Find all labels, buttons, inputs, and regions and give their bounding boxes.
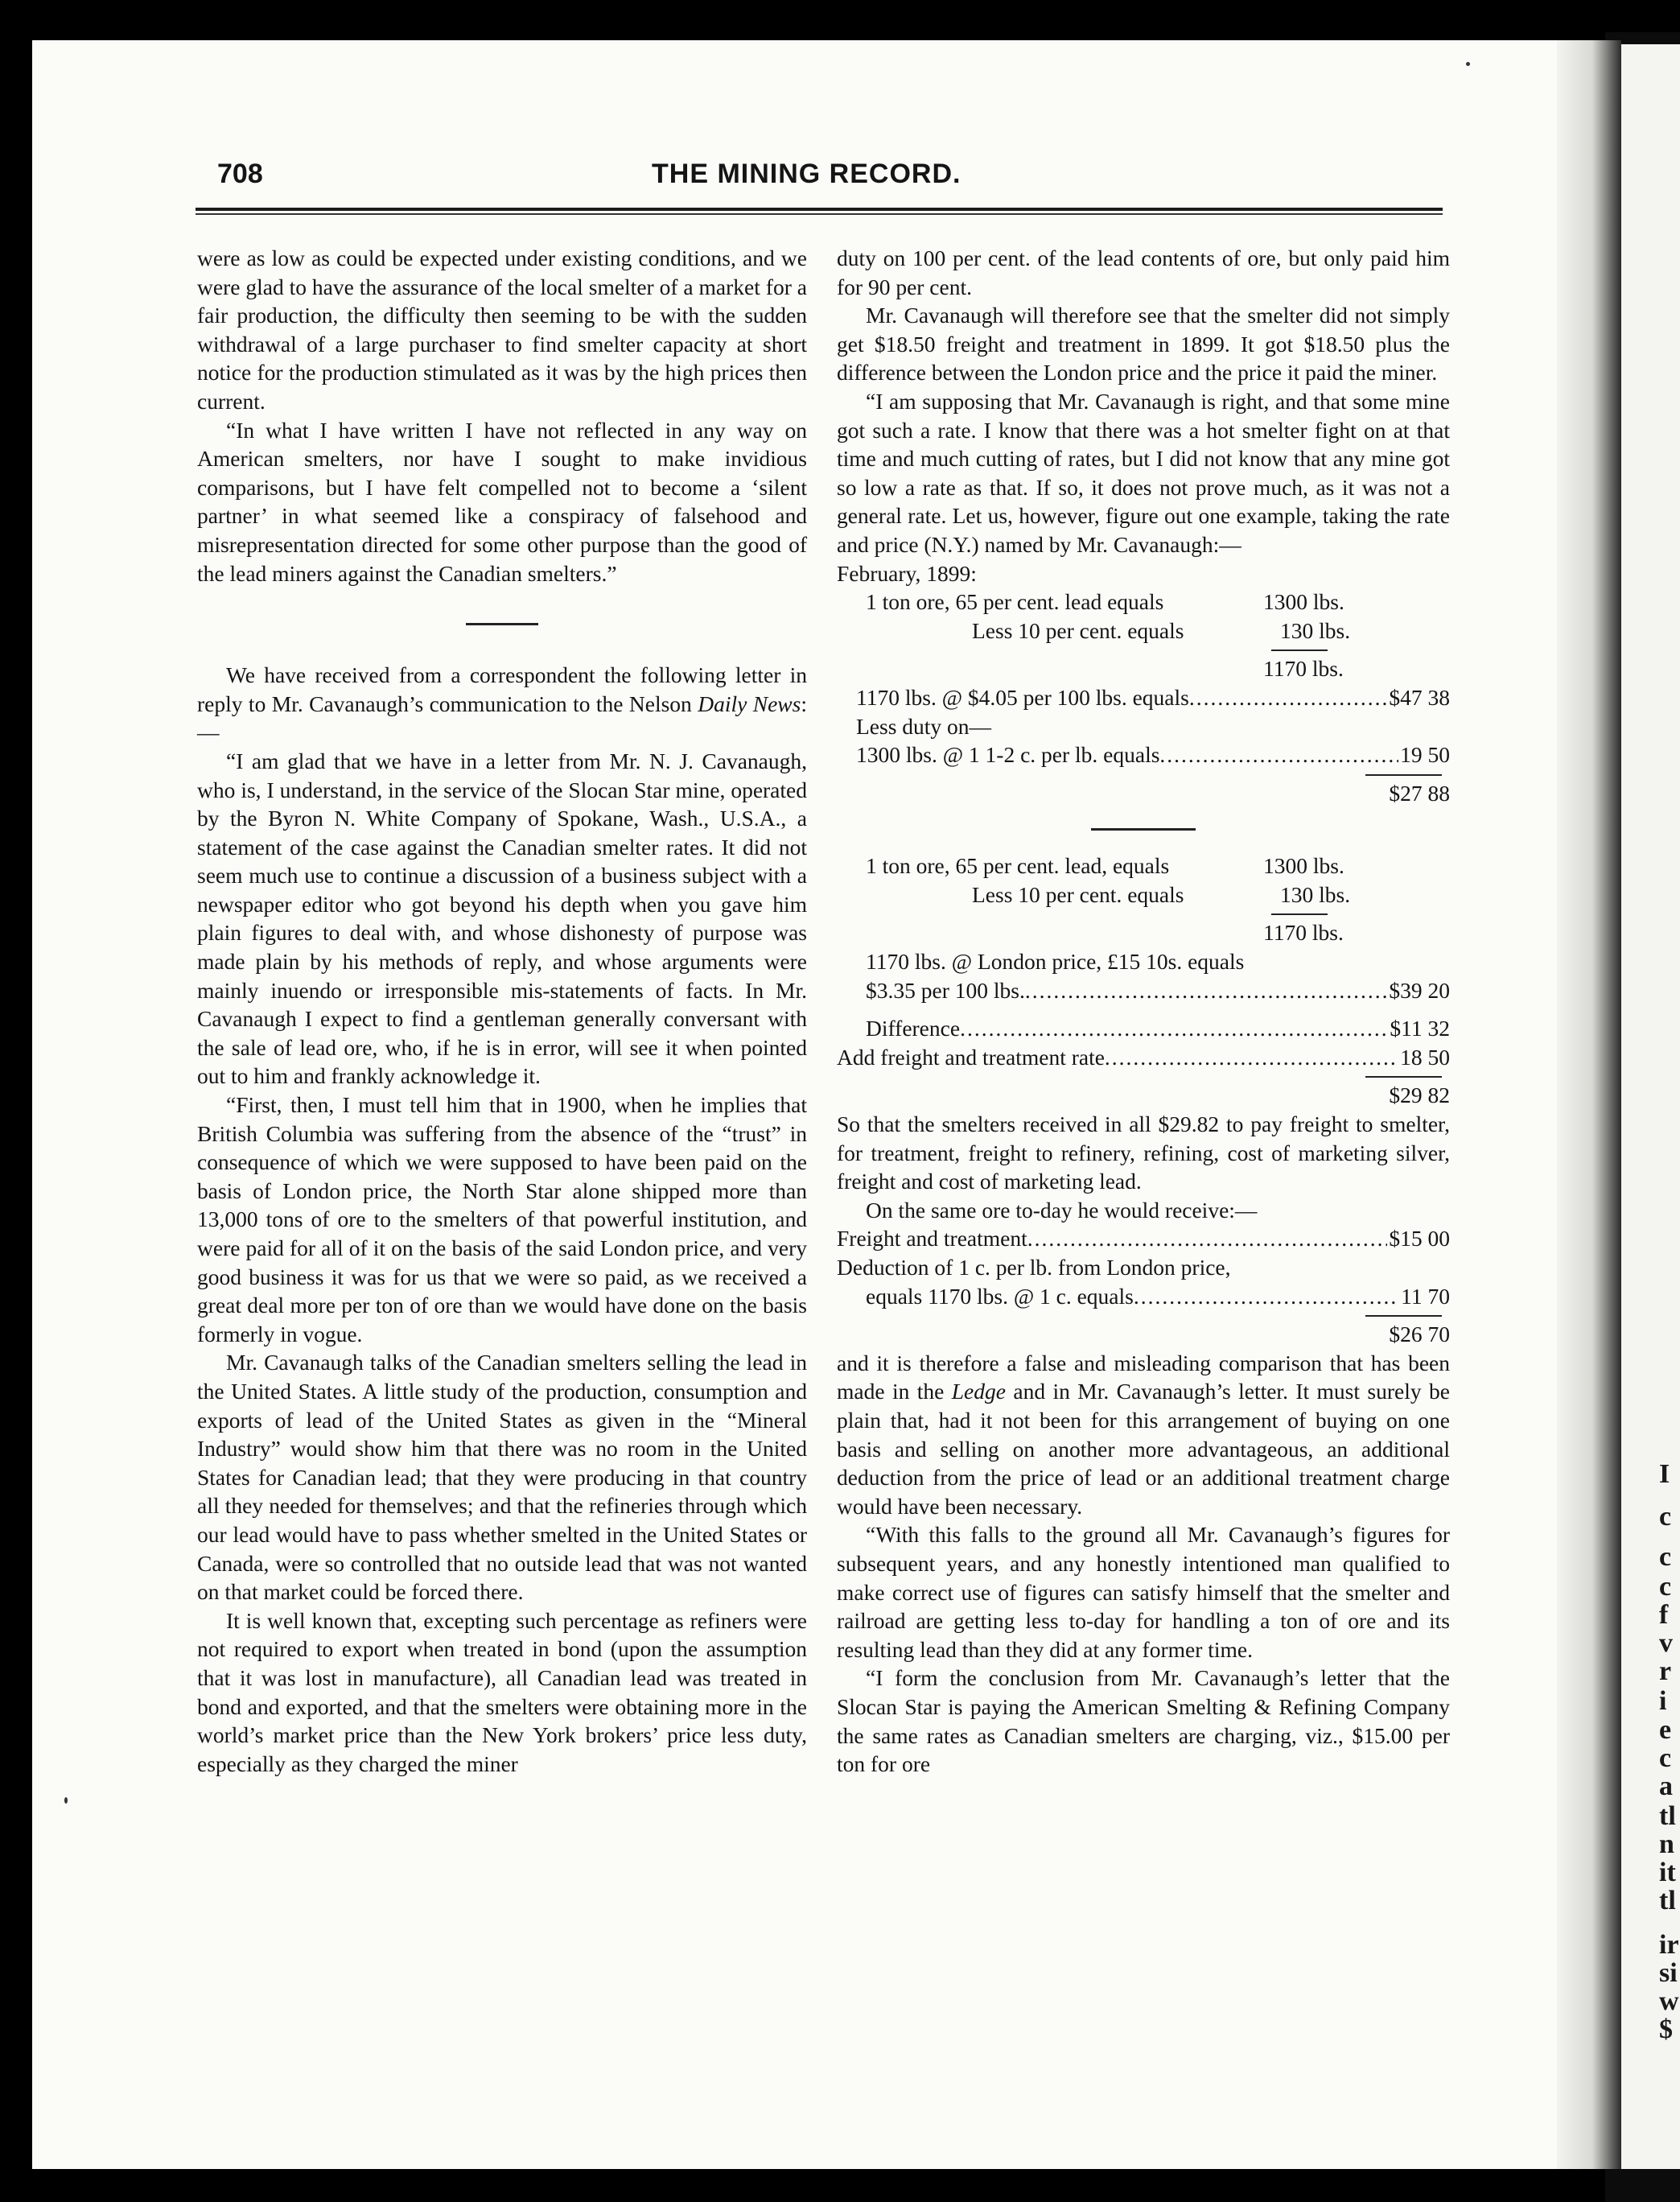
binding-gutter bbox=[1557, 40, 1621, 2169]
adjacent-page-glyph: c bbox=[1659, 1502, 1672, 1532]
adjacent-page-glyph: $ bbox=[1659, 2014, 1673, 2044]
newspaper-name: Daily News bbox=[698, 691, 801, 716]
calc-value: 1170 lbs. bbox=[1263, 920, 1344, 946]
paragraph: Mr. Cavanaugh talks of the Canadian smelters selling the lead in the United States. A little study of the production, consumption and exports of lead of the United States as given in the “Mineral Industry” would show him that there was no room in the United States for Canadian lead; that they were producing in that country all they needed for themselves; and that the refineries through which our lead would have to pass whether smelted in the United States or Canada, were so controlled that no outside lead that was not wanted on that market could be forced there. bbox=[197, 1350, 807, 1605]
paragraph: “I am glad that we have in a letter from Mr. N. J. Cavanaugh, who is, I understand, in the service of the Slocan Star mine, operated by the Byron N. White Company of Spokane, Wash., U.S.A., a statement of the case against the Canadian smelter rates. It did not seem much use to continue a discussion of a business subject with a newspaper editor who got beyond his depth when you gave him plain figures to deal with, and whose dishonesty of purpose was made plain by his methods of reply, and whose arguments were mainly inuendo or irresponsible mis-statements of facts. In Mr. Cavanaugh I expect to find a gentleman generally conversant with the sale of lead ore, who, if he is in error, will see it when pointed out to him and frankly acknowledge it. bbox=[197, 748, 807, 1089]
calc-amount: $15 00 bbox=[1389, 1226, 1450, 1252]
calc-amount: 19 50 bbox=[1400, 742, 1450, 768]
calc-line bbox=[837, 1224, 1450, 1253]
calc-label: 1170 lbs. @ London price, £15 10s. equals bbox=[866, 949, 1245, 975]
leader-dots bbox=[1189, 683, 1388, 712]
section-separator bbox=[466, 623, 538, 625]
calculation-block-3 bbox=[837, 1224, 1450, 1348]
page-header bbox=[217, 159, 1440, 199]
adjacent-page-glyph: it bbox=[1659, 1858, 1676, 1887]
calc-label: Less 10 per cent. equals bbox=[972, 617, 1184, 643]
calc-label: Add freight and treatment rate bbox=[837, 1044, 1105, 1070]
right-column bbox=[837, 244, 1450, 1779]
calc-result: $26 70 bbox=[1389, 1322, 1450, 1347]
calc-amount: 11 70 bbox=[1401, 1283, 1450, 1309]
paragraph: Mr. Cavanaugh will therefore see that the smelter did not simply get $18.50 freight and treatment in 1899. It got $18.50 plus the difference between the London price and the price it paid the miner. bbox=[837, 303, 1450, 386]
calc-label: Deduction of 1 c. per lb. from London price, bbox=[837, 1255, 1231, 1280]
calculation-block-2 bbox=[837, 852, 1450, 1110]
paragraph-text: and in Mr. Cavanaugh’s letter. It must surely be plain that, had it not been for this arrangement of buying on one basis and selling on another more advantageous, an additional deduction from the price of lead or an additional treatment charge would have been necessary. bbox=[837, 1379, 1450, 1519]
journal-title: THE MINING RECORD. bbox=[652, 159, 961, 189]
paragraph: duty on 100 per cent. of the lead contents of ore, but only paid him for 90 per cent. bbox=[837, 245, 1450, 299]
calc-amount: $11 32 bbox=[1390, 1016, 1450, 1041]
adjacent-page-glyph: v bbox=[1659, 1628, 1673, 1658]
calc-label: Less 10 per cent. equals bbox=[972, 881, 1184, 907]
paragraph: were as low as could be expected under existing conditions, and we were glad to have the assurance of the local smelter of a market for a fair production, the difficulty then seeming to be with the sudden withdrawal of a large purchaser to find smelter capacity at short notice for the production stimulated as it was by the high prices then current. bbox=[197, 245, 807, 414]
calc-line bbox=[837, 880, 1450, 909]
calc-label: 1 ton ore, 65 per cent. lead equals bbox=[866, 589, 1164, 615]
paragraph: “First, then, I must tell him that in 1900, when he implies that British Columbia was suffering from the absence of the “trust” in consequence of which we were supposed to have been paid on the basis of London price, the North Star alone shipped more than 13,000 tons of ore to the smelters of that powerful institution, and were paid for all of it on the basis of the said London price, and very good business it was for us that we were so paid, as we received a great deal more per ton of ore than we would have done on the basis formerly in vogue. bbox=[197, 1092, 807, 1346]
calc-line bbox=[837, 976, 1450, 1005]
paragraph: On the same ore to-day he would receive:— bbox=[866, 1197, 1258, 1223]
paragraph bbox=[197, 661, 807, 747]
calc-line bbox=[837, 588, 1450, 616]
calc-value: 130 lbs. bbox=[1280, 881, 1351, 907]
paragraph bbox=[837, 1349, 1450, 1521]
leader-dots bbox=[1134, 1282, 1399, 1311]
calc-label: Less duty on— bbox=[856, 713, 992, 739]
calc-label: 1300 lbs. @ 1 1-2 c. per lb. equals bbox=[856, 742, 1160, 768]
leader-dots bbox=[960, 1014, 1388, 1043]
adjacent-page-glyph: c bbox=[1659, 1743, 1672, 1773]
paragraph: It is well known that, excepting such percentage as refiners were not required to export when treated in bond (upon the assumption that it was lost in manufacture), all Canadian lead was treated in bond and exported, and that the smelters were obtaining more in the world’s market price than the New York brokers’ price less duty, especially as they charged the miner bbox=[197, 1607, 807, 1776]
adjacent-page-glyph: a bbox=[1659, 1771, 1673, 1801]
paragraph: “In what I have written I have not reflected in any way on American smelters, nor have I sought to make invidious comparisons, but I have felt compelled not to become a ‘silent partner’ in what seemed like a conspiracy of falsehood and misrepresentation directed for some other purpose than the good of the lead miners against the Canadian smelters.” bbox=[197, 417, 807, 586]
adjacent-page-glyph: w bbox=[1659, 1986, 1679, 2016]
paper-speck bbox=[64, 1797, 68, 1804]
calc-result: $29 82 bbox=[1389, 1082, 1450, 1108]
calculation-block-1 bbox=[837, 588, 1450, 807]
page-number: 708 bbox=[217, 159, 263, 189]
subtotal-rule bbox=[1271, 913, 1328, 915]
calc-line bbox=[837, 616, 1450, 645]
adjacent-page-glyph: e bbox=[1659, 1715, 1672, 1745]
section-separator bbox=[1091, 828, 1196, 831]
calc-label: 1170 lbs. @ $4.05 per 100 lbs. equals bbox=[856, 684, 1189, 710]
calc-line bbox=[837, 1043, 1450, 1072]
adjacent-page-glyph: tl bbox=[1659, 1801, 1676, 1831]
adjacent-page-glyph: I bbox=[1659, 1459, 1670, 1489]
adjacent-page-glyph: r bbox=[1659, 1656, 1672, 1686]
leader-dots bbox=[1159, 740, 1398, 769]
calc-line bbox=[837, 1014, 1450, 1043]
paragraph-text: :— bbox=[197, 691, 807, 745]
paragraph-text: and it is therefore a false and misleading comparison that has been made in the bbox=[837, 1350, 1450, 1404]
calc-line bbox=[837, 654, 1450, 683]
calc-line bbox=[837, 852, 1450, 880]
adjacent-page-glyph: tl bbox=[1659, 1886, 1676, 1915]
subtotal-rule bbox=[1365, 1315, 1442, 1317]
adjacent-page-glyph: i bbox=[1659, 1686, 1667, 1716]
calc-line bbox=[837, 918, 1450, 947]
header-rule-top bbox=[196, 208, 1443, 211]
calc-label: equals 1170 lbs. @ 1 c. equals bbox=[866, 1283, 1134, 1309]
leader-dots bbox=[1027, 1224, 1388, 1253]
leader-dots bbox=[1025, 976, 1388, 1005]
left-column bbox=[197, 244, 807, 1778]
calc-label: Difference bbox=[866, 1016, 961, 1041]
calc-line bbox=[837, 947, 1450, 976]
paragraph: “With this falls to the ground all Mr. Cavanaugh’s figures for subsequent years, and any honestly intentioned man qualified to make correct use of figures can satisfy himself that the smelter and railroad are getting less to-day for handling a ton of ore and its resulting lead than they did at any former time. bbox=[837, 1522, 1450, 1662]
paragraph: So that the smelters received in all $29.82 to pay freight to smelter, for treatment, freight to refinery, refining, cost of marketing silver, freight and cost of marketing lead. bbox=[837, 1111, 1450, 1194]
calc-value: 1300 lbs. bbox=[1263, 589, 1344, 615]
adjacent-page-glyph: ir bbox=[1659, 1930, 1679, 1960]
calc-amount: $39 20 bbox=[1389, 977, 1450, 1003]
adjacent-page-glyph: c bbox=[1659, 1542, 1672, 1572]
calc-line bbox=[837, 1253, 1450, 1282]
subtotal-rule bbox=[1271, 649, 1328, 651]
calc-amount: 18 50 bbox=[1400, 1044, 1450, 1070]
calc-line bbox=[837, 712, 1450, 741]
calc-line bbox=[837, 1282, 1450, 1311]
calc-value: 130 lbs. bbox=[1280, 617, 1351, 643]
leader-dots bbox=[1105, 1043, 1398, 1072]
calc-amount: $47 38 bbox=[1389, 684, 1450, 710]
adjacent-page-glyph: n bbox=[1659, 1829, 1674, 1859]
spacer bbox=[837, 1009, 1450, 1011]
calc-line bbox=[837, 683, 1450, 712]
paper-speck bbox=[1466, 62, 1470, 66]
calc-result: $27 88 bbox=[1389, 780, 1450, 806]
subtotal-rule bbox=[1365, 774, 1442, 776]
calc-line bbox=[837, 740, 1450, 769]
date-line: February, 1899: bbox=[837, 560, 977, 586]
calc-value: 1170 lbs. bbox=[1263, 656, 1344, 682]
adjacent-page-glyph: c bbox=[1659, 1572, 1672, 1602]
calc-label: $3.35 per 100 lbs. bbox=[866, 977, 1025, 1003]
adjacent-page-glyph: si bbox=[1659, 1958, 1678, 1988]
calc-label: 1 ton ore, 65 per cent. lead, equals bbox=[866, 853, 1170, 879]
paragraph: “I form the conclusion from Mr. Cavanaugh’s letter that the Slocan Star is paying the American Smelting & Refining Company the same rates as Canadian smelters are charging, viz., $15.00 per ton for ore bbox=[837, 1665, 1450, 1777]
calc-label: Freight and treatment bbox=[837, 1226, 1027, 1252]
subtotal-rule bbox=[1365, 1076, 1442, 1078]
newspaper-name: Ledge bbox=[951, 1379, 1006, 1404]
paragraph-text: We have received from a correspondent the following letter in reply to Mr. Cavanaugh’s communication to the Nelson bbox=[197, 662, 807, 716]
paragraph: “I am supposing that Mr. Cavanaugh is right, and that some mine got such a rate. I know that there was a hot smelter fight on at that time and much cutting of rates, but I did not know that any mine got so low a rate as that. If so, it does not prove much, as it was not a general rate. Let us, however, figure out one example, taking the rate and price (N.Y.) named by Mr. Cavanaugh:— bbox=[837, 388, 1450, 557]
calc-value: 1300 lbs. bbox=[1263, 853, 1344, 879]
header-rule-bottom bbox=[196, 213, 1443, 215]
adjacent-page-glyph: f bbox=[1659, 1600, 1669, 1630]
